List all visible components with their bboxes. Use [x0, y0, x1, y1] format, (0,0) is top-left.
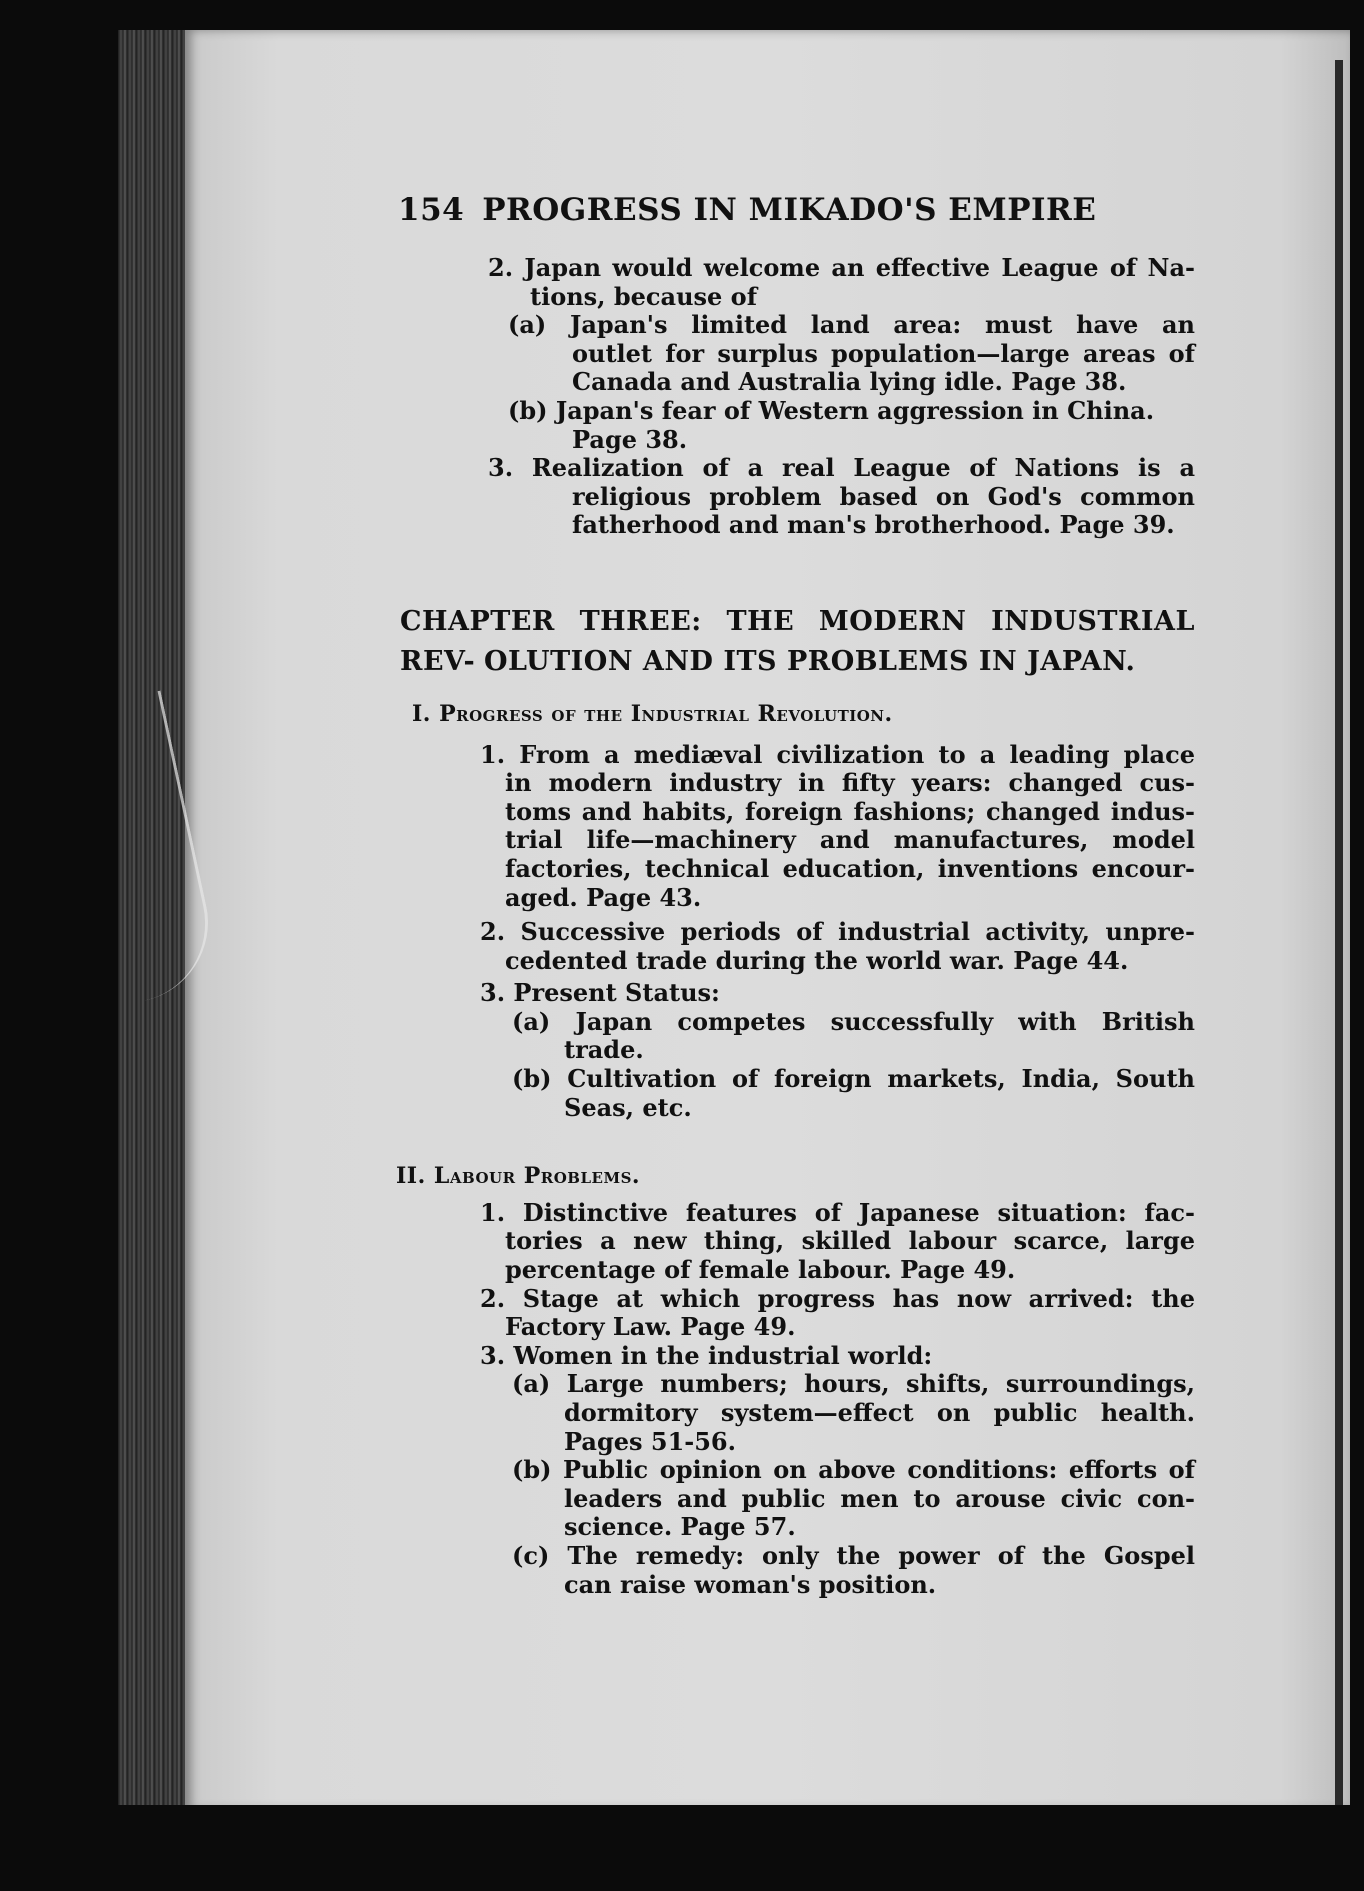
text-line: Page 38.	[572, 424, 688, 454]
text-line: dormitory system—effect on public health.	[564, 1398, 1195, 1427]
text-line: 2. Stage at which progress has now arrived: the	[480, 1283, 1195, 1313]
text-line: 3. Women in the industrial world:	[480, 1340, 933, 1370]
text-line: Pages 51-56.	[564, 1426, 736, 1456]
text-line: religious problem based on God's common	[572, 481, 1195, 511]
text-line: cedented trade during the world war. Page 44.	[505, 945, 1129, 975]
text-line: (a) Large numbers; hours, shifts, surroundings,	[512, 1369, 1195, 1399]
running-title: PROGRESS IN MIKADO'S EMPIRE	[482, 192, 1097, 228]
text-line: (b) Public opinion on above conditions: efforts of	[512, 1455, 1195, 1485]
text-line: Factory Law. Page 49.	[505, 1312, 796, 1342]
page-text	[396, 190, 1195, 1599]
text-line: (b) Japan's fear of Western aggression in China.	[508, 395, 1155, 425]
text-line: (c) The remedy: only the power of the Gospel	[512, 1540, 1195, 1570]
text-line: outlet for surplus population—large areas of	[572, 338, 1195, 368]
text-line: percentage of female labour. Page 49.	[505, 1255, 1016, 1285]
text-line: trial life—machinery and manufactures, model	[505, 825, 1195, 855]
text-line: (a) Japan competes successfully with British	[512, 1006, 1195, 1036]
text-line: trade.	[564, 1035, 644, 1065]
text-line: factories, technical education, inventions encour-	[505, 853, 1195, 883]
text-line: fatherhood and man's brotherhood. Page 39.	[572, 510, 1175, 540]
text-line: science. Page 57.	[564, 1512, 796, 1542]
text-line: toms and habits, foreign fashions; changed indus-	[505, 796, 1195, 826]
text-line: 3. Realization of a real League of Nations is a	[488, 453, 1195, 483]
page-right-edge	[1335, 60, 1343, 1810]
chapter-heading-line: OLUTION AND ITS PROBLEMS IN JAPAN.	[484, 645, 1136, 677]
text-line: (b) Cultivation of foreign markets, India, South	[512, 1064, 1195, 1094]
text-line: tions, because of	[530, 281, 758, 311]
page-number: 154	[398, 192, 465, 228]
text-line: leaders and public men to arouse civic con-	[564, 1483, 1195, 1513]
text-line: in modern industry in fifty years: changed cus-	[505, 768, 1195, 798]
text-line: 1. Distinctive features of Japanese situation: fac-	[480, 1197, 1195, 1227]
section-heading: II. Labour Problems.	[396, 1163, 641, 1190]
section-heading: I. Progress of the Industrial Revolution.	[412, 700, 893, 727]
text-line: 1. From a mediæval civilization to a leading place	[480, 739, 1195, 769]
text-line: 3. Present Status:	[480, 978, 720, 1008]
text-line: tories a new thing, skilled labour scarce, large	[505, 1226, 1195, 1256]
chapter-heading-line: CHAPTER THREE: THE MODERN INDUSTRIAL REV-	[400, 605, 1195, 677]
text-line: Canada and Australia lying idle. Page 38.	[572, 367, 1127, 397]
text-line: 2. Successive periods of industrial activity, unpre-	[480, 917, 1195, 947]
scan-bottom-border	[0, 1805, 1364, 1891]
running-header	[398, 190, 1195, 230]
text-line: aged. Page 43.	[505, 882, 702, 912]
text-line: 2. Japan would welcome an effective League of Na-	[488, 253, 1195, 282]
text-line: can raise woman's position.	[564, 1569, 937, 1599]
text-line: Seas, etc.	[564, 1092, 692, 1122]
text-line: (a) Japan's limited land area: must have an	[508, 310, 1195, 340]
